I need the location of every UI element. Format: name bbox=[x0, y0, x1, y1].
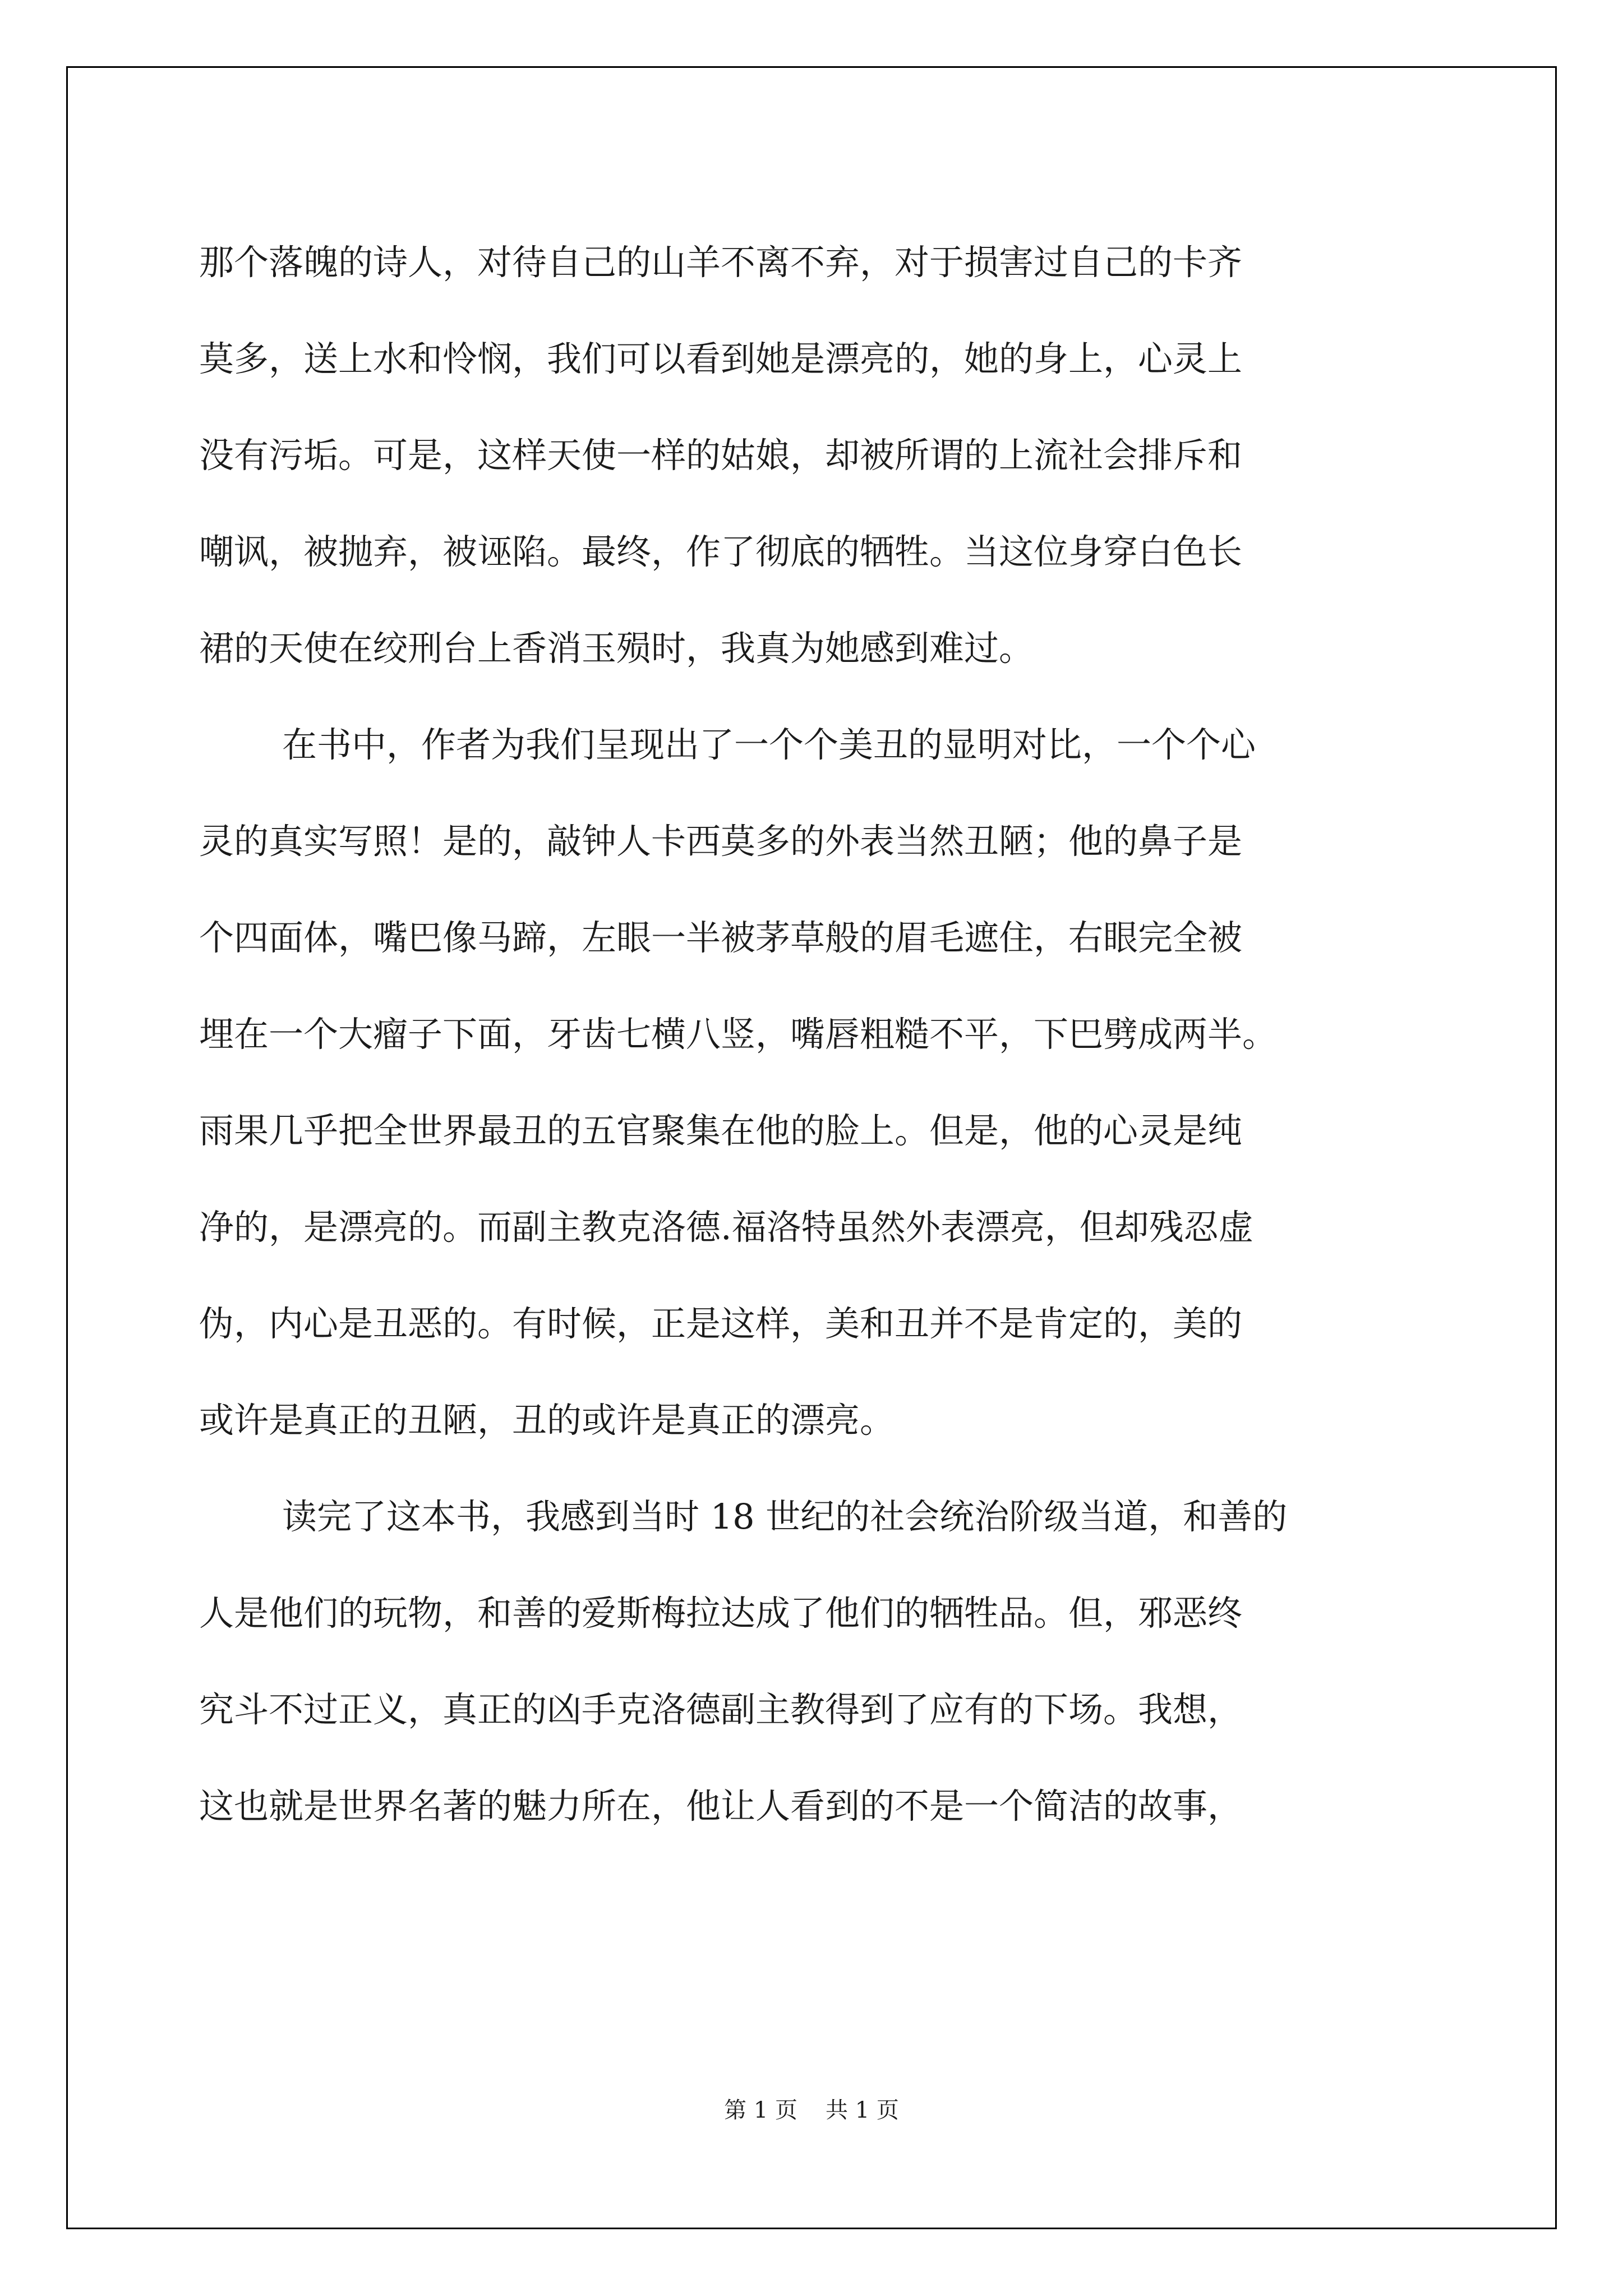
text-line: 读完了这本书，我感到当时 18 世纪的社会统治阶级当道，和善的 bbox=[282, 1496, 1288, 1537]
text-line: 伪，内心是丑恶的。有时候，正是这样，美和丑并不是肯定的，美的 bbox=[199, 1303, 1243, 1344]
text-line: 在书中，作者为我们呈现出了一个个美丑的显明对比，一个个心 bbox=[282, 724, 1256, 765]
text-line: 灵的真实写照！是的，敲钟人卡西莫多的外表当然丑陋；他的鼻子是 bbox=[199, 821, 1243, 862]
text-line: 那个落魄的诗人，对待自己的山羊不离不弃，对于损害过自己的卡齐 bbox=[199, 242, 1243, 283]
page-number: 第 1 页 bbox=[724, 2097, 797, 2123]
text-line: 这也就是世界名著的魅力所在，他让人看到的不是一个简洁的故事， bbox=[199, 1786, 1243, 1826]
text-line: 人是他们的玩物，和善的爱斯梅拉达成了他们的牺牲品。但，邪恶终 bbox=[199, 1593, 1243, 1634]
document-body bbox=[199, 214, 1455, 1855]
text-line: 或许是真正的丑陋，丑的或许是真正的漂亮。 bbox=[199, 1400, 895, 1441]
text-line: 莫多，送上水和怜悯，我们可以看到她是漂亮的，她的身上，心灵上 bbox=[199, 338, 1243, 379]
text-line: 嘲讽，被抛弃，被诬陷。最终，作了彻底的牺牲。当这位身穿白色长 bbox=[199, 531, 1243, 572]
text-line: 埋在一个大瘤子下面，牙齿七横八竖，嘴唇粗糙不平，下巴劈成两半。 bbox=[199, 1014, 1278, 1055]
text-line: 究斗不过正义，真正的凶手克洛德副主教得到了应有的下场。我想， bbox=[199, 1689, 1243, 1730]
text-line: 没有污垢。可是，这样天使一样的姑娘，却被所谓的上流社会排斥和 bbox=[199, 435, 1243, 476]
text-line: 雨果几乎把全世界最丑的五官聚集在他的脸上。但是，他的心灵是纯 bbox=[199, 1110, 1243, 1151]
page-footer bbox=[0, 2092, 1623, 2124]
text-line: 个四面体，嘴巴像马蹄，左眼一半被茅草般的眉毛遮住，右眼完全被 bbox=[199, 917, 1243, 958]
text-line: 裙的天使在绞刑台上香消玉殒时，我真为她感到难过。 bbox=[199, 628, 1034, 669]
page-total: 共 1 页 bbox=[826, 2097, 899, 2123]
text-line: 净的，是漂亮的。而副主教克洛德.福洛特虽然外表漂亮，但却残忍虚 bbox=[199, 1207, 1253, 1248]
